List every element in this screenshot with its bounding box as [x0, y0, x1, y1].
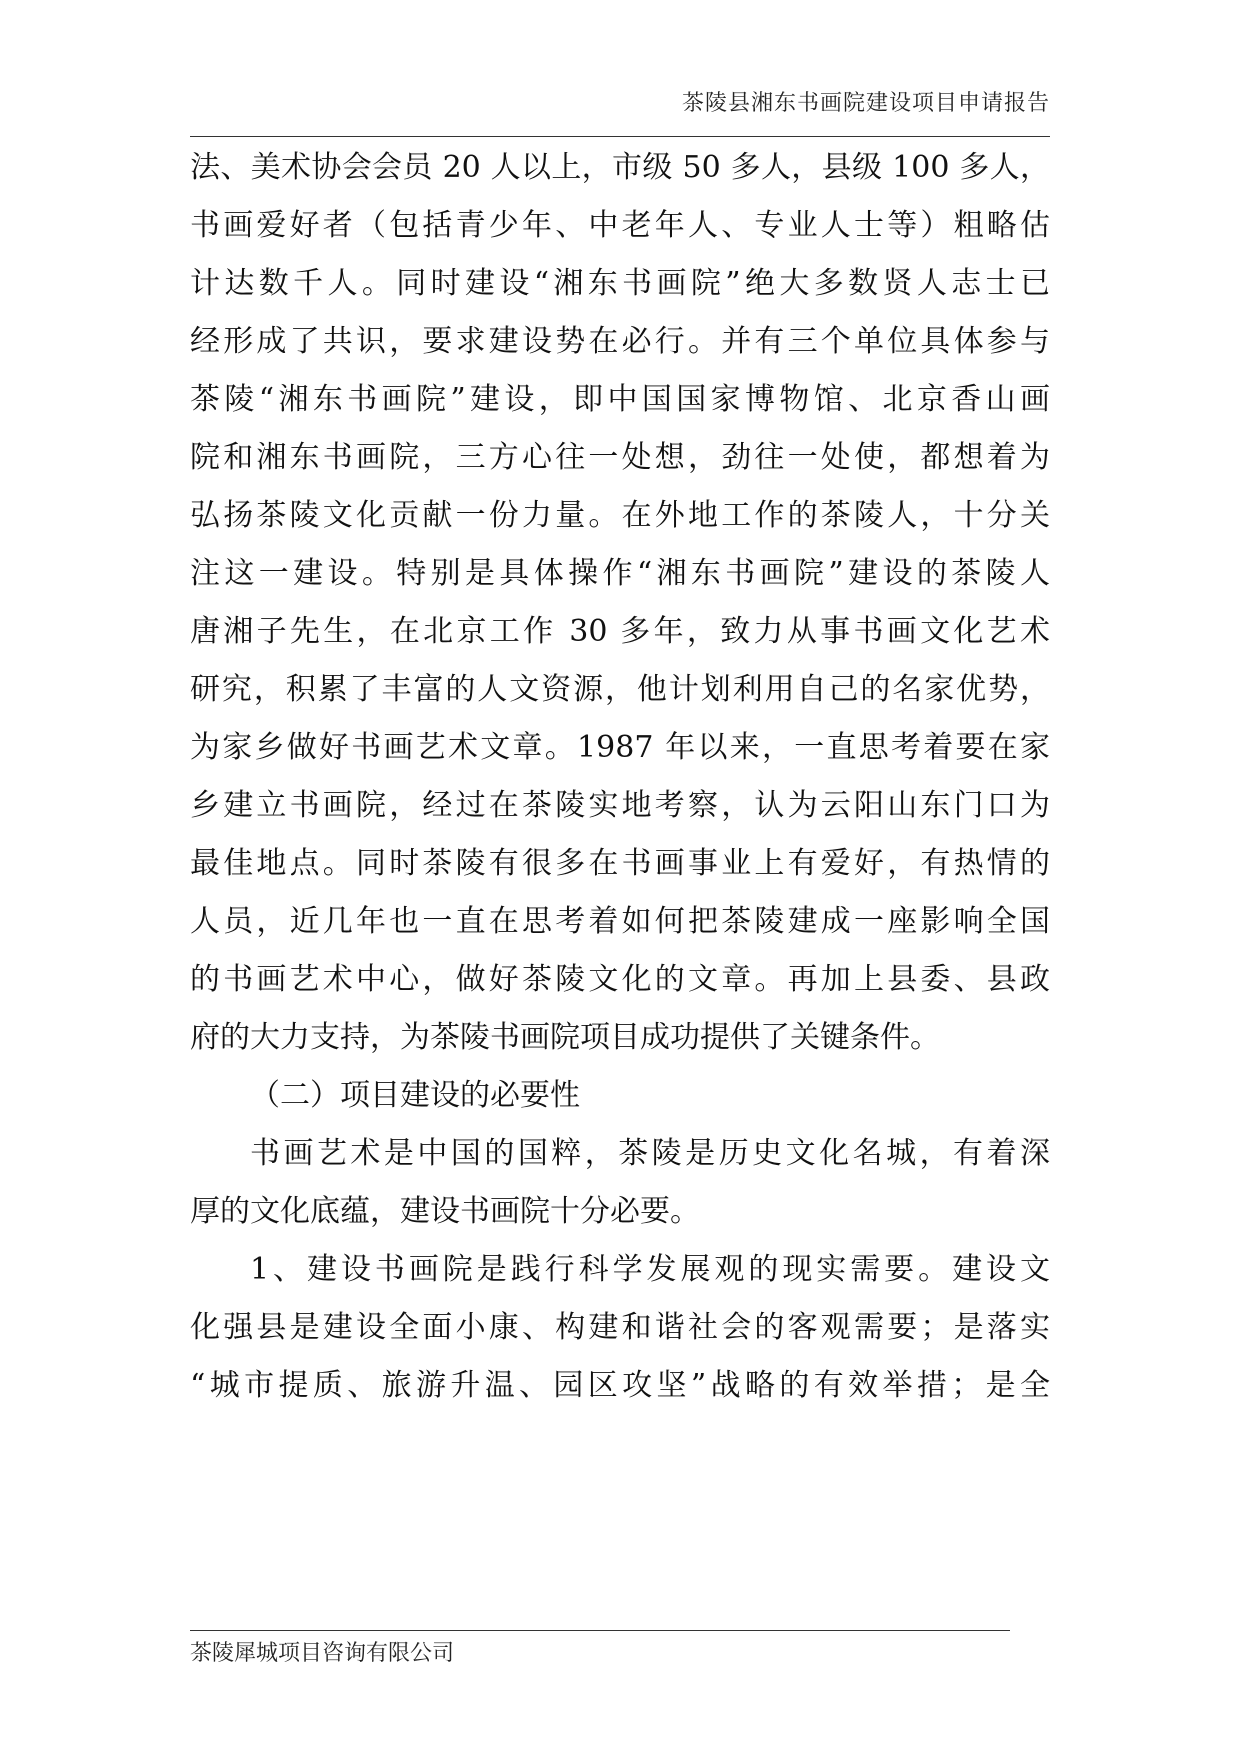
body-line: 院和湘东书画院，三方心往一处想，劲往一处使，都想着为 — [190, 440, 1050, 475]
body-line: 最佳地点。同时茶陵有很多在书画事业上有爱好，有热情的 — [190, 846, 1050, 881]
body-line: 唐湘子先生，在北京工作 30 多年，致力从事书画文化艺术 — [190, 614, 1050, 649]
body-line: 书画爱好者（包括青少年、中老年人、专业人士等）粗略估 — [190, 208, 1050, 243]
body-line: 乡建立书画院，经过在茶陵实地考察，认为云阳山东门口为 — [190, 788, 1050, 823]
body-line: 注这一建设。特别是具体操作“湘东书画院”建设的茶陵人 — [190, 556, 1050, 591]
body-line: 厚的文化底蕴，建设书画院十分必要。 — [190, 1194, 700, 1229]
header-title: 茶陵县湘东书画院建设项目申请报告 — [681, 91, 1050, 116]
body-line: “城市提质、旅游升温、园区攻坚”战略的有效举措；是全 — [190, 1368, 1050, 1403]
header-rule — [190, 136, 1050, 137]
body-line: 法、美术协会会员 20 人以上，市级 50 多人，县级 100 多人， — [190, 150, 1050, 185]
section-heading: （二）项目建设的必要性 — [250, 1078, 580, 1113]
body-line: 经形成了共识，要求建设势在必行。并有三个单位具体参与 — [190, 324, 1050, 359]
body-line: 书画艺术是中国的国粹，茶陵是历史文化名城，有着深 — [250, 1136, 1050, 1171]
body-line: 府的大力支持，为茶陵书画院项目成功提供了关键条件。 — [190, 1020, 940, 1055]
body-line: 1、建设书画院是践行科学发展观的现实需要。建设文 — [250, 1252, 1050, 1287]
body-line: 化强县是建设全面小康、构建和谐社会的客观需要；是落实 — [190, 1310, 1050, 1345]
footer-company: 茶陵犀城项目咨询有限公司 — [190, 1641, 455, 1666]
body-line: 人员，近几年也一直在思考着如何把茶陵建成一座影响全国 — [190, 904, 1050, 939]
body-line: 为家乡做好书画艺术文章。1987 年以来，一直思考着要在家 — [190, 730, 1050, 765]
body-line: 研究，积累了丰富的人文资源，他计划利用自己的名家优势， — [190, 672, 1050, 707]
footer-rule — [190, 1630, 1010, 1631]
body-line: 的书画艺术中心，做好茶陵文化的文章。再加上县委、县政 — [190, 962, 1050, 997]
body-line: 茶陵“湘东书画院”建设，即中国国家博物馆、北京香山画 — [190, 382, 1050, 417]
body-line: 弘扬茶陵文化贡献一份力量。在外地工作的茶陵人，十分关 — [190, 498, 1050, 533]
body-line: 计达数千人。同时建设“湘东书画院”绝大多数贤人志士已 — [190, 266, 1050, 301]
